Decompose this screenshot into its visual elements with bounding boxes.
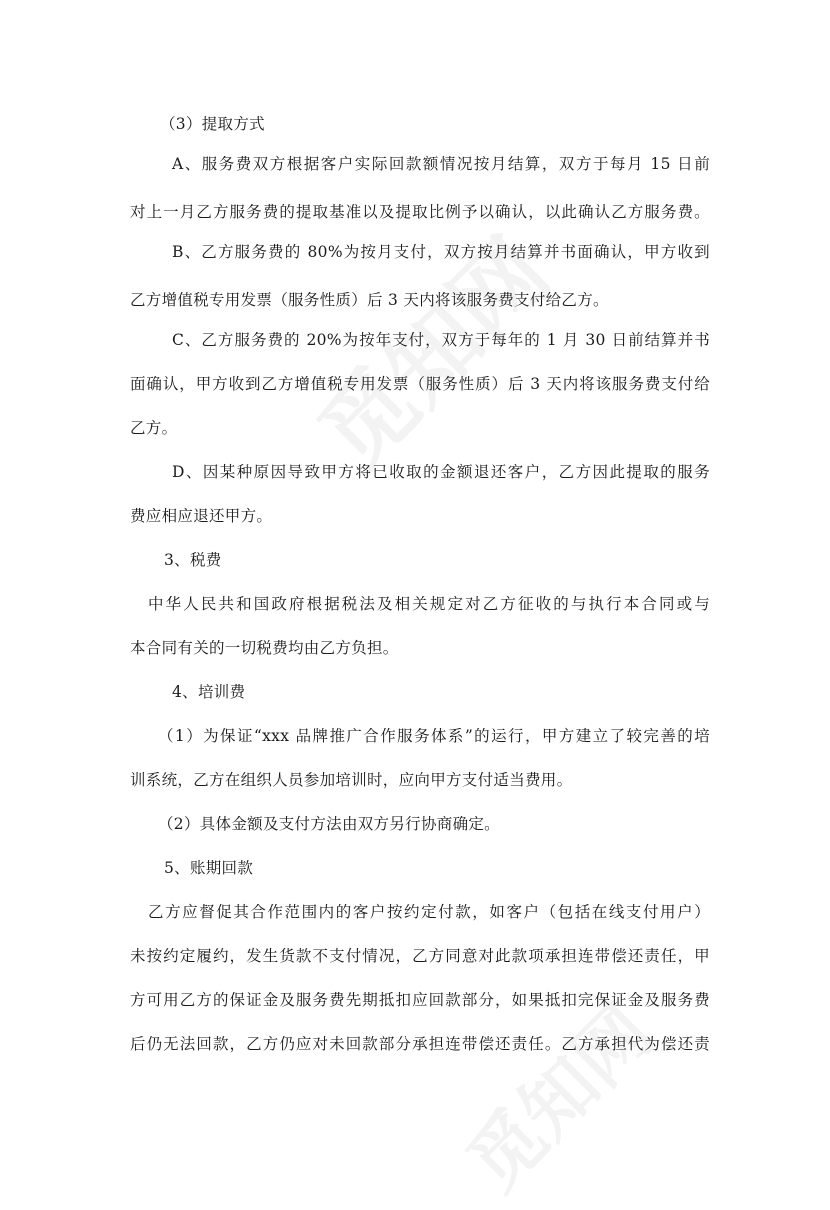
paragraph-a-line-1: A、服务费双方根据客户实际回款额情况按月结算，双方于每月 15 日前 <box>172 155 710 173</box>
paragraph-d-line-2: 费应相应退还甲方。 <box>130 507 273 525</box>
paragraph-training-2: （2）具体金额及支付方法由双方另行协商确定。 <box>158 815 500 833</box>
paragraph-c-line-2: 面确认，甲方收到乙方增值税专用发票（服务性质）后 3 天内将该服务费支付给 <box>130 375 710 393</box>
heading-payment-collection: 5、账期回款 <box>164 859 254 877</box>
heading-extraction-method: （3）提取方式 <box>160 115 265 133</box>
paragraph-a-line-2: 对上一月乙方服务费的提取基准以及提取比例予以确认，以此确认乙方服务费。 <box>130 203 710 221</box>
paragraph-collection-line-1: 乙方应督促其合作范围内的客户按约定付款，如客户（包括在线支付用户） <box>148 903 710 921</box>
watermark-logo-bottom <box>440 978 672 1210</box>
paragraph-training-1-line-1: （1）为保证“xxx 品牌推广合作服务体系”的运行，甲方建立了较完善的培 <box>158 727 710 745</box>
paragraph-collection-line-4: 后仍无法回款，乙方仍应对未回款部分承担连带偿还责任。乙方承担代为偿还责 <box>130 1035 710 1053</box>
paragraph-collection-line-2: 未按约定履约，发生货款不支付情况，乙方同意对此款项承担连带偿还责任，甲 <box>130 947 710 965</box>
paragraph-collection-line-3: 方可用乙方的保证金及服务费先期抵扣应回款部分，如果抵扣完保证金及服务费 <box>130 991 710 1009</box>
paragraph-b-line-2: 乙方增值税专用发票（服务性质）后 3 天内将该服务费支付给乙方。 <box>130 291 609 309</box>
paragraph-b-line-1: B、乙方服务费的 80%为按月支付，双方按月结算并书面确认，甲方收到 <box>172 243 710 261</box>
paragraph-c-line-1: C、乙方服务费的 20%为按年支付，双方于每年的 1 月 30 日前结算并书 <box>172 331 710 349</box>
paragraph-training-1-line-2: 训系统，乙方在组织人员参加培训时，应向甲方支付适当费用。 <box>130 771 573 789</box>
paragraph-taxes-line-2: 本合同有关的一切税费均由乙方负担。 <box>130 639 399 657</box>
heading-taxes: 3、税费 <box>164 551 222 569</box>
paragraph-c-line-3: 乙方。 <box>130 419 178 437</box>
heading-training-fee: 4、培训费 <box>172 683 246 701</box>
paragraph-d-line-1: D、因某种原因导致甲方将已收取的金额退还客户，乙方因此提取的服务 <box>172 463 710 481</box>
paragraph-taxes-line-1: 中华人民共和国政府根据税法及相关规定对乙方征收的与执行本合同或与 <box>148 595 710 613</box>
